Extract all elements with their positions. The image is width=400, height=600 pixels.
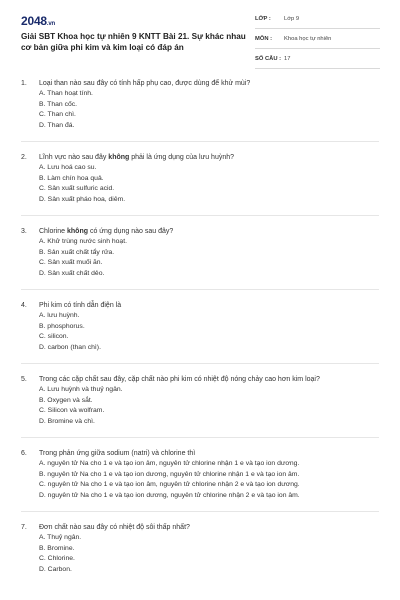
question-text-part: phải là ứng dụng của lưu huỳnh? [129, 154, 235, 161]
answer-option[interactable]: B. Bromine. [39, 544, 75, 552]
answer-options [39, 311, 379, 353]
question-item [21, 300, 379, 353]
question-line [21, 300, 379, 311]
answer-option[interactable]: B. Than cốc. [39, 100, 78, 108]
question-item [21, 374, 379, 427]
question-text-part: Trong phản ứng giữa sodium (natri) và chlorine thì [39, 450, 196, 457]
question-number: 1. [21, 80, 27, 87]
answer-option[interactable]: B. phosphorus. [39, 322, 85, 330]
question-text [39, 226, 173, 237]
question-text [39, 448, 195, 459]
question-item [21, 226, 379, 279]
answer-option[interactable]: D. Than đá. [39, 121, 75, 129]
question-text-part: Trong các cặp chất sau đây, cặp chất nào phi kim có nhiệt độ nóng chảy cao hơn kim loại? [39, 376, 320, 383]
question-number: 5. [21, 376, 27, 383]
answer-option[interactable]: D. Sản xuất pháo hoa, diêm. [39, 195, 126, 203]
answer-options [39, 237, 379, 279]
question-number: 6. [21, 450, 27, 457]
question-line [21, 448, 379, 459]
site-logo[interactable] [21, 14, 55, 28]
question-text [39, 300, 121, 311]
question-line [21, 152, 379, 163]
spacer [0, 205, 400, 215]
meta-value: 17 [284, 56, 291, 62]
question-line [21, 78, 379, 89]
answer-option[interactable]: D. nguyên tử Na cho 1 e và tạo ion dương, nguyên tử chlorine nhận 2 e và tạo ion âm. [39, 491, 300, 499]
meta-key: MÔN : [255, 36, 273, 42]
answer-option[interactable]: C. Chlorine. [39, 555, 75, 562]
answer-option[interactable]: D. Bromine và chì. [39, 417, 95, 425]
question-text [39, 374, 320, 385]
question-text [39, 522, 190, 533]
question-text-part: Đơn chất nào sau đây có nhiệt độ sôi thấp nhất? [39, 524, 190, 531]
answer-option[interactable]: A. Khử trùng nước sinh hoạt. [39, 238, 127, 245]
answer-option[interactable]: D. carbon (than chì). [39, 343, 101, 351]
meta-row-class [255, 13, 380, 29]
meta-value: Khoa học tự nhiên [284, 36, 332, 42]
answer-option[interactable]: D. Carbon. [39, 565, 72, 573]
spacer [0, 290, 400, 300]
meta-row-subject [255, 33, 380, 49]
question-item [21, 448, 379, 501]
answer-option[interactable]: A. nguyên tử Na cho 1 e và tạo ion âm, nguyên tử chlorine nhận 1 e và tạo ion dương. [39, 460, 300, 467]
question-number: 4. [21, 302, 27, 309]
answer-options [39, 163, 379, 205]
answer-option[interactable]: A. Thuỷ ngân. [39, 534, 82, 541]
logo-text: 2048 [21, 14, 47, 28]
answer-option[interactable]: C. Than chì. [39, 111, 76, 118]
question-list [0, 78, 400, 575]
answer-option[interactable]: A. lưu huỳnh. [39, 312, 80, 319]
question-item [21, 152, 379, 205]
spacer [0, 427, 400, 437]
spacer [0, 279, 400, 289]
spacer [0, 216, 400, 226]
answer-option[interactable]: C. silicon. [39, 333, 69, 340]
question-item [21, 78, 379, 131]
answer-options [39, 459, 379, 501]
question-text-part: Phi kim có tính dẫn điện là [39, 302, 122, 309]
answer-options [39, 385, 379, 427]
question-line [21, 226, 379, 237]
spacer [0, 142, 400, 152]
document-title: Giải SBT Khoa học tự nhiên 9 KNTT Bài 21. Sự khác nhau cơ bản giữa phi kim và kim loại có đáp án [21, 32, 246, 52]
answer-option[interactable]: A. Lưu huỳnh và thuỷ ngân. [39, 386, 123, 393]
question-item [21, 522, 379, 575]
question-emphasis: không [108, 154, 130, 161]
document-header [0, 0, 400, 70]
answer-option[interactable]: B. Oxygen và sắt. [39, 396, 93, 404]
question-text-part: Loại than nào sau đây có tính hấp phụ cao, được dùng để khử mùi? [39, 80, 251, 87]
question-text [39, 78, 250, 89]
spacer [0, 364, 400, 374]
question-number: 2. [21, 154, 27, 161]
question-number: 3. [21, 228, 27, 235]
logo-suffix: .vn [46, 21, 55, 27]
question-text [39, 152, 234, 163]
question-text-part: có ứng dụng nào sau đây? [88, 228, 174, 235]
answer-option[interactable]: C. Sản xuất muối ăn. [39, 259, 103, 266]
answer-options [39, 89, 379, 131]
question-text-part: Chlorine [39, 228, 68, 235]
answer-option[interactable]: C. nguyên tử Na cho 1 e và tạo ion âm, nguyên tử chlorine nhận 2 e và tạo ion dương. [39, 481, 300, 488]
answer-option[interactable]: C. Silicon và wolfram. [39, 407, 105, 414]
answer-option[interactable]: D. Sản xuất chất dẻo. [39, 269, 105, 277]
question-line [21, 374, 379, 385]
question-number: 7. [21, 524, 27, 531]
answer-option[interactable]: C. Sản xuất sulfuric acid. [39, 185, 115, 192]
answer-option[interactable]: B. Làm chín hoa quả. [39, 174, 104, 182]
meta-key: LỚP : [255, 16, 271, 22]
question-text-part: Lĩnh vực nào sau đây [39, 154, 109, 161]
question-line [21, 522, 379, 533]
answer-option[interactable]: B. nguyên tử Na cho 1 e và tạo ion dương, nguyên tử chlorine nhận 1 e và tạo ion âm. [39, 470, 300, 478]
meta-value: Lớp 9 [284, 16, 300, 22]
spacer [0, 501, 400, 511]
spacer [0, 512, 400, 522]
answer-options [39, 533, 379, 575]
answer-option[interactable]: A. Than hoạt tính. [39, 90, 93, 97]
answer-option[interactable]: A. Lưu hoá cao su. [39, 164, 97, 171]
spacer [0, 438, 400, 448]
spacer [0, 131, 400, 141]
document-meta [255, 13, 380, 73]
meta-key: SỐ CÂU : [255, 56, 282, 62]
spacer [0, 353, 400, 363]
meta-row-count [255, 53, 380, 69]
answer-option[interactable]: B. Sản xuất chất tẩy rửa. [39, 248, 115, 256]
question-emphasis: không [67, 228, 89, 235]
